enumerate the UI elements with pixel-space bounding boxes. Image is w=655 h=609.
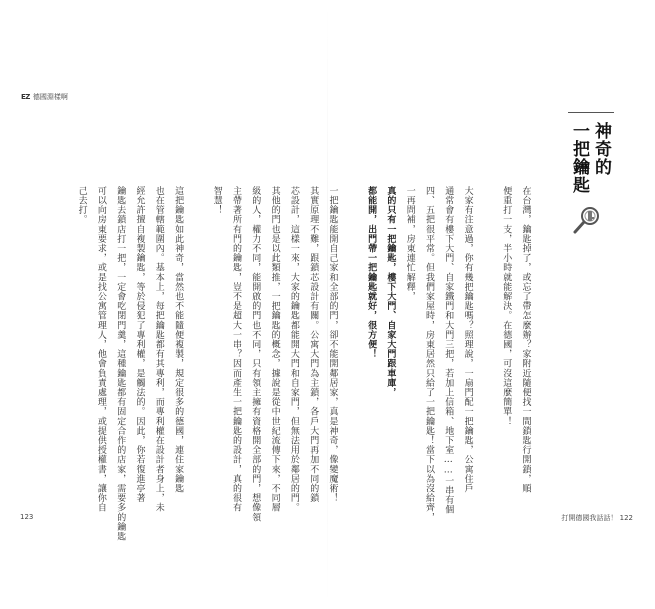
- running-header: [21, 92, 68, 102]
- text-column: 芯設計，這樣一來，大家的鑰匙都能開大門和自家門，但無法用於鄰居的門。: [288, 186, 299, 513]
- text-column: 一再問補，房東連忙解釋，: [404, 186, 415, 302]
- right-running-title: 打開德國我話話！: [561, 514, 618, 522]
- text-column: 可以向房東要求，或是找公寓管理人，他會負責處理，或提供授權書，讓你自: [95, 186, 106, 513]
- text-column: 其他的門也是以此類推，一把鑰匙的概念，據說是從中世紀流傳下來，不同層: [269, 186, 280, 513]
- text-column: 經允許擅自複製鑰匙，等於侵犯了專利權，是觸法的。因此，你若復進亭著: [134, 186, 145, 503]
- magnifier-key-icon: [572, 205, 602, 235]
- section-title-line1: 神奇的: [591, 122, 611, 176]
- left-page-number: 123: [20, 513, 34, 521]
- header-logo: EZ: [21, 93, 30, 101]
- text-column: 一把鑰匙能開自己家和全部的門，卻不能開鄰居家，真是神奇，像變魔術！: [327, 186, 338, 503]
- title-rule: [568, 112, 614, 113]
- text-column: 級的人，權力不同，能開啟的門也不同，只有領主擁有資格開全部的門，想像領: [250, 186, 261, 522]
- text-column: 主帶著所有門的鑰匙，豈不是超大一串？因而產生一把鑰匙的設計，真的很有: [231, 186, 241, 513]
- text-column: 都能開，出門帶一把鑰匙就好，很方便！: [366, 186, 377, 359]
- section-title-line2: 一把鑰匙: [569, 122, 589, 194]
- text-column: 這把鑰匙如此神奇，當然也不能隨便複製，規定很多的德國，連住家鑰匙: [173, 186, 184, 494]
- text-column: 智慧！: [211, 186, 222, 215]
- text-column: 通常會有樓下大門、自家鐵門和大門三把，若加上信箱、地下室……一串有個: [443, 186, 454, 515]
- text-column: 大家有注意過，你有幾把鑰匙嗎？照理說，一扇門配一把鑰匙，公寓住戶: [462, 186, 473, 494]
- header-book-title: 德國淵樣啊: [32, 93, 68, 101]
- text-column: 在台灣，鑰匙掉了，或忘了帶怎麼辦？家附近隨便找一間鎖匙行開鎖，順: [520, 186, 531, 494]
- text-column: 也在管轄範圍內。基本上，每把鑰匙都有其專利，而專利權在設計者身上，未: [153, 186, 164, 513]
- text-column: 己去打。: [76, 186, 87, 225]
- right-page-number: 122: [619, 514, 633, 522]
- text-column: 便重打一支，半小時就能解決。在德國，可沒這麼簡單！: [501, 186, 512, 426]
- text-column: 真的只有一把鑰匙，樓下大門、自家大門跟車庫，: [385, 186, 396, 398]
- right-footer: [561, 513, 633, 523]
- text-column: 四、五把很平常。但我們家屋時，房東居然只給了一把鑰匙！當下以為沒給齊，: [424, 186, 434, 522]
- text-column: 其實原理不難，跟鎖芯設計有關。公寓大門為主鎖，各戶大門再加不同的鎖: [308, 186, 319, 503]
- text-column: 鑰匙去鎖店打一把，一定會吃閉門羹，這種鑰匙都有固定合作的店家，需要多的鑰匙: [115, 186, 126, 542]
